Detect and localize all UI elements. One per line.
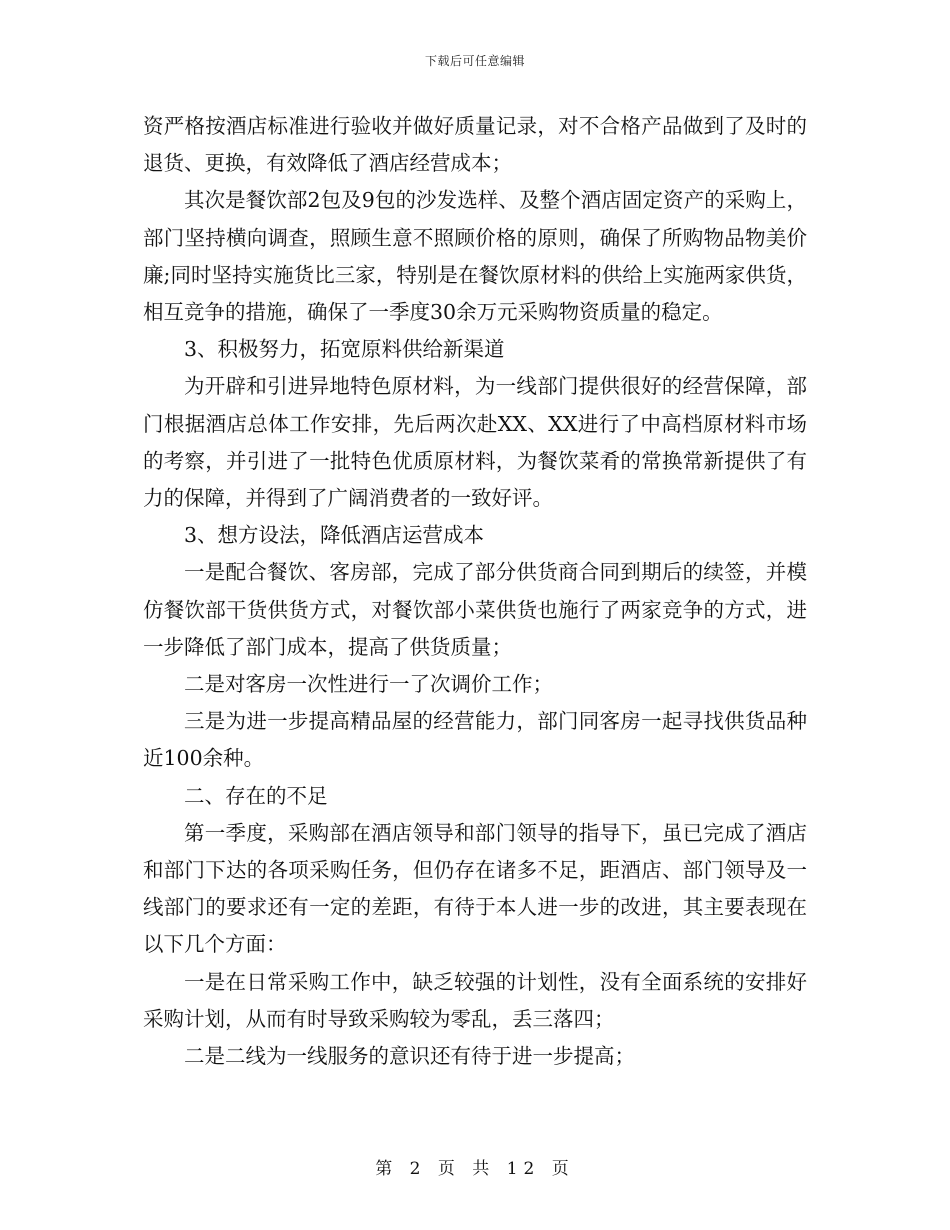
paragraph: 第一季度，采购部在酒店领导和部门领导的指导下，虽已完成了酒店和部门下达的各项采购任务，但仍存在诸多不足，距酒店、部门领导及一线部门的要求还有一定的差距，有待于本人进一步的改进，其主要表现在以下几个方面： <box>143 820 807 957</box>
section-heading: 二、存在的不足 <box>184 783 328 808</box>
paragraph: 二是二线为一线服务的意识还有待于进一步提高； <box>184 1044 635 1069</box>
paragraph: 一是在日常采购工作中，缺乏较强的计划性，没有全面系统的安排好采购计划，从而有时导致采购较为零乱，丢三落四； <box>143 969 807 1031</box>
paragraph: 二是对客房一次性进行一了次调价工作； <box>184 672 553 697</box>
paragraph: 三是为进一步提高精品屋的经营能力，部门同客房一起寻找供货品种近100余种。 <box>143 709 807 771</box>
paragraph: 为开辟和引进异地特色原材料，为一线部门提供很好的经营保障，部门根据酒店总体工作安排，先后两次赴XX、XX进行了中高档原材料市场的考察，并引进了一批特色优质原材料，为餐饮菜肴的常换常新提供了有力的保障，并得到了广阔消费者的一致好评。 <box>143 374 807 511</box>
section-heading: 3、想方设法，降低酒店运营成本 <box>184 523 485 548</box>
page-number-footer: 第 2 页 共 12 页 <box>375 1159 575 1179</box>
paragraph: 资严格按酒店标准进行验收并做好质量记录，对不合格产品做到了及时的退货、更换，有效降低了酒店经营成本； <box>143 114 807 176</box>
page-header: 下载后可任意编辑 <box>424 54 525 68</box>
paragraph: 其次是餐饮部2包及9包的沙发选样、及整个酒店固定资产的采购上，部门坚持横向调查，照顾生意不照顾价格的原则，确保了所购物品物美价廉;同时坚持实施货比三家，特别是在餐饮原材料的供给上实施两家供货，相互竞争的措施，确保了一季度30余万元采购物资质量的稳定。 <box>143 188 807 325</box>
paragraph: 一是配合餐饮、客房部，完成了部分供货商合同到期后的续签，并模仿餐饮部干货供货方式，对餐饮部小菜供货也施行了两家竞争的方式，进一步降低了部门成本，提高了供货质量； <box>143 560 807 659</box>
document-body <box>143 108 807 1075</box>
section-heading: 3、积极努力，拓宽原料供给新渠道 <box>184 337 505 362</box>
